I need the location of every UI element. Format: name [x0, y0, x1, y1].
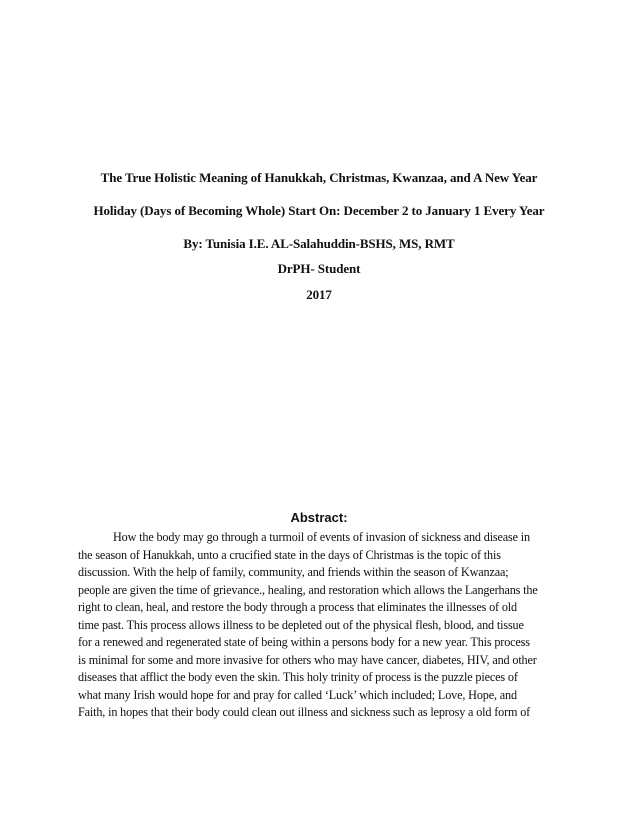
title-line-2: Holiday (Days of Becoming Whole) Start On: December 2 to January 1 Every Year [93, 203, 545, 218]
abstract-line: How the body may go through a turmoil of events of invasion of sickness and disease in [113, 530, 530, 544]
abstract-line: right to clean, heal, and restore the body through a process that eliminates the illnesses of old [78, 600, 517, 614]
abstract-line: is minimal for some and more invasive for others who may have cancer, diabetes, HIV, and other [78, 653, 537, 667]
abstract-heading: Abstract: [290, 510, 348, 525]
abstract-line: discussion. With the help of family, community, and friends within the season of Kwanzaa; [78, 565, 509, 579]
abstract-line: time past. This process allows illness to be depleted out of the physical flesh, blood, and tissue [78, 618, 524, 632]
abstract-line: the season of Hanukkah, unto a crucified state in the days of Christmas is the topic of this [78, 548, 501, 562]
abstract-line: diseases that afflict the body even the skin. This holy trinity of process is the puzzle pieces of [78, 670, 518, 684]
abstract-line: Faith, in hopes that their body could clean out illness and sickness such as leprosy a old form of [78, 705, 531, 719]
abstract-line: for a renewed and regenerated state of being within a persons body for a new year. This process [78, 635, 530, 649]
year-line: 2017 [306, 287, 332, 302]
abstract-line: people are given the time of grievance., healing, and restoration which allows the Langerhans the [78, 583, 538, 597]
author-line: By: Tunisia I.E. AL-Salahuddin-BSHS, MS, RMT [183, 236, 455, 251]
degree-line: DrPH- Student [277, 261, 361, 276]
title-line-1: The True Holistic Meaning of Hanukkah, Christmas, Kwanzaa, and A New Year [100, 170, 538, 185]
abstract-line: what many Irish would hope for and pray for called ‘Luck’ which included; Love, Hope, and [78, 688, 517, 702]
